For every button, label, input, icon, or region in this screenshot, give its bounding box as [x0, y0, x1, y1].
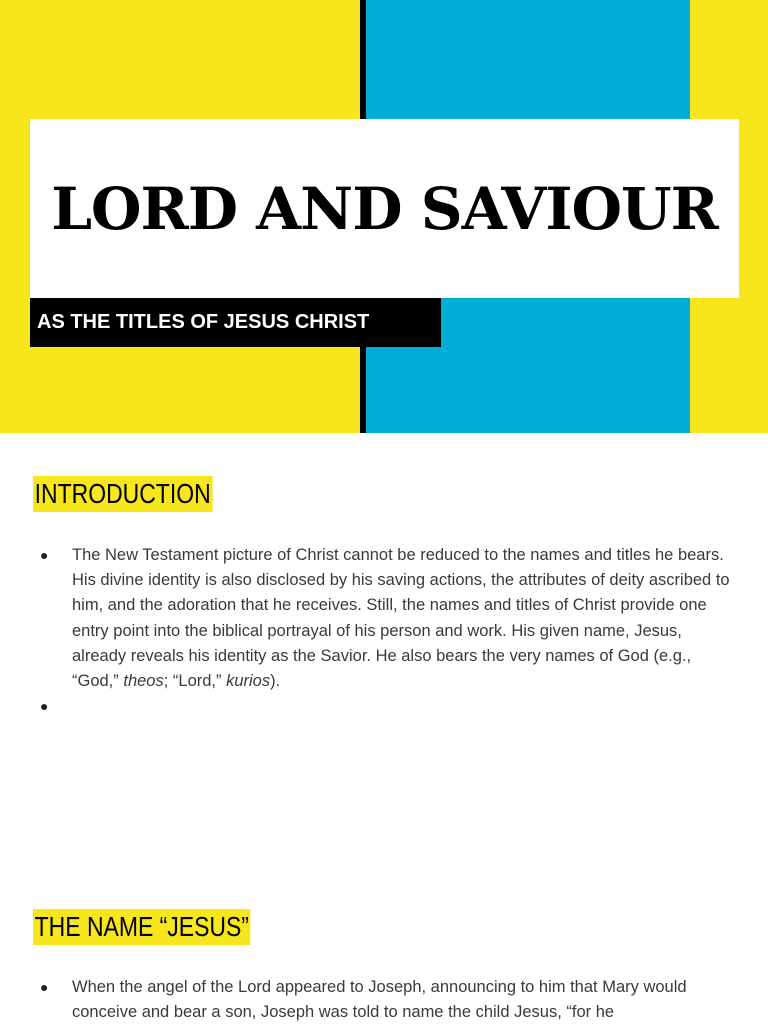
bullet-text: The New Testament picture of Christ cannot be reduced to the names and titles he bears. His divine identity is also disclosed by his saving actions, the attributes of deity ascribed to him, and the adoration that he receives. Still, the names and titles of Christ provide one entry point into the biblical portrayal of his person and work. His given name, Jesus, already reveals his identity as the Savior. He also bears the very names of God (e.g., “God,”	[72, 546, 730, 691]
introduction-bullet-list	[38, 543, 738, 719]
bullet-text: ).	[270, 672, 281, 691]
list-item	[38, 975, 738, 1025]
list-item	[38, 694, 738, 719]
title-banner	[0, 0, 768, 433]
bullet-text: ; “Lord,”	[163, 672, 227, 691]
bullet-icon: ●	[40, 698, 49, 715]
page-title: LORD AND SAVIOUR	[51, 174, 718, 243]
italic-term: kurios	[226, 672, 271, 691]
section-heading-the-name-jesus: THE NAME “JESUS”	[33, 909, 251, 945]
list-item	[38, 543, 738, 694]
subtitle-box	[30, 298, 441, 347]
section-heading-introduction: INTRODUCTION	[33, 476, 212, 512]
bullet-icon: ●	[40, 547, 49, 563]
bullet-text: When the angel of the Lord appeared to Joseph, announcing to him that Mary would conceive and bear a son, Joseph was told to name the child Jesus, “for he	[72, 978, 687, 1022]
bullet-icon: ●	[40, 979, 49, 995]
italic-term: theos	[123, 672, 164, 691]
name-jesus-bullet-list	[38, 975, 738, 1025]
title-box	[30, 119, 739, 298]
page-subtitle: AS THE TITLES OF JESUS CHRIST	[37, 311, 370, 333]
